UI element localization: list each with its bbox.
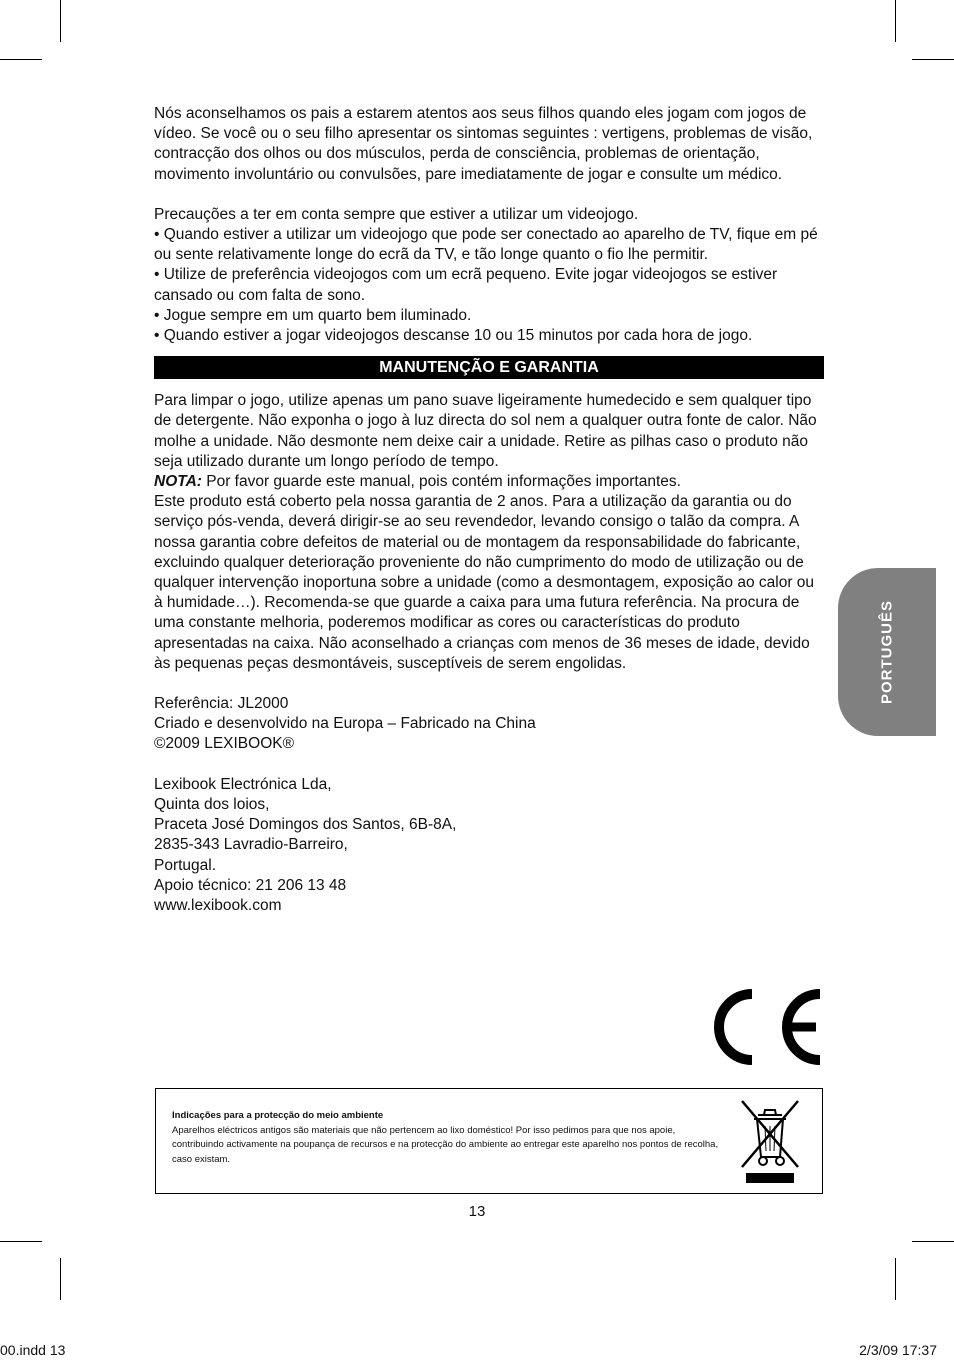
care-paragraph: Para limpar o jogo, utilize apenas um pano suave ligeiramente humedecido e sem qualquer tipo de detergente. Não exponha o jogo à luz directa do sol nem a qualquer outra fonte de calor. Não molhe a unidade. Não desmonte nem deixe cair a unidade. Retire as pilhas caso o produto não seja utilizado durante um longo período de tempo. — [154, 392, 817, 470]
address-line: Portugal. — [154, 856, 217, 874]
environment-notice-text: Aparelhos eléctricos antigos são materiais que não pertencem ao lixo doméstico! Por isso pedimos para que nos apoie, contribuindo activamente na poupança de recursos e na protecção do ambiente ao entregar este aparelho nos pontos de recolha, caso existam. — [172, 1124, 719, 1165]
address-line: 2835-343 Lavradio-Barreiro, — [154, 836, 348, 854]
environment-notice — [172, 1109, 724, 1167]
website-link: www.lexibook.com — [154, 896, 282, 914]
crop-mark — [60, 1258, 61, 1300]
product-origin: Criado e desenvolvido na Europa – Fabricado na China — [154, 715, 536, 733]
bullet-item: • Jogue sempre em um quarto bem iluminado. — [154, 306, 472, 324]
crop-mark — [895, 1258, 896, 1300]
crop-mark — [912, 1241, 954, 1242]
crossed-out-wheelie-bin-icon — [740, 1099, 800, 1185]
precautions-heading: Precauções a ter em conta sempre que estiver a utilizar um videojogo. — [154, 205, 639, 223]
bullet-item: • Quando estiver a utilizar um videojogo que pode ser conectado ao aparelho de TV, fique em pé ou sente relativamente longe do ecrã da TV, e tão longe quanto o fio lhe permitir. — [154, 226, 818, 264]
intro-paragraph: Nós aconselhamos os pais a estarem atentos aos seus filhos quando eles jogam com jogos de vídeo. Se você ou o seu filho apresentar os sintomas seguintes : vertigens, problemas de visão, contracção dos olhos ou dos músculos, perda de consciência, problemas de orientação, movimento involuntário ou convulsões, pare imediatamente de jogar e consulte um médico. — [154, 105, 813, 183]
address-line: Lexibook Electrónica Lda, — [154, 775, 332, 793]
main-content — [154, 104, 824, 916]
language-tab — [838, 568, 936, 736]
bullet-item: • Quando estiver a jogar videojogos descanse 10 ou 15 minutos por cada hora de jogo. — [154, 327, 753, 345]
address-line: Quinta dos loios, — [154, 795, 270, 813]
crop-mark — [895, 0, 896, 42]
product-reference: Referência: JL2000 — [154, 695, 289, 713]
crop-mark — [0, 59, 42, 60]
nota-text: Por favor guarde este manual, pois contém informações importantes. — [201, 473, 681, 491]
support-phone: Apoio técnico: 21 206 13 48 — [154, 876, 347, 894]
copyright: ©2009 LEXIBOOK® — [154, 735, 295, 753]
crop-mark — [0, 1241, 42, 1242]
environment-notice-box — [155, 1088, 823, 1194]
page-number: 13 — [468, 1203, 486, 1220]
section-title: MANUTENÇÃO E GARANTIA — [154, 356, 824, 379]
footer-timestamp: 2/3/09 17:37 — [859, 1342, 937, 1358]
ce-mark-icon — [714, 988, 826, 1066]
address-line: Praceta José Domingos dos Santos, 6B-8A, — [154, 816, 457, 834]
crop-mark — [60, 0, 61, 42]
nota-paragraph — [154, 472, 824, 492]
environment-notice-title: Indicações para a protecção do meio ambiente — [172, 1110, 384, 1121]
nota-label: NOTA: — [154, 473, 202, 491]
footer-file-info: 00.indd 13 — [0, 1342, 66, 1358]
crop-mark — [912, 59, 954, 60]
language-tab-label: PORTUGUÊS — [878, 599, 896, 705]
warranty-paragraph: Este produto está coberto pela nossa garantia de 2 anos. Para a utilização da garantia ou do serviço pós-venda, deverá dirigir-se ao seu revendedor, levando consigo o talão da compra. A nossa garantia cobre defeitos de material ou de montagem da responsabilidade do fabricante, excluindo qualquer deterioração proveniente do não cumprimento do modo de utilização ou de qualquer intervenção inoportuna sobre a unidade (como a desmontagem, exposição ao calor ou à humidade…). Recomenda-se que guarde a caixa para uma futura referência. Na procura de uma constante melhoria, poderemos modificar as cores ou características do produto apresentadas na caixa. Não aconselhado a crianças com menos de 36 meses de idade, devido às pequenas peças desmontáveis, susceptíveis de serem engolidas. — [154, 493, 815, 672]
bullet-item: • Utilize de preferência videojogos com um ecrã pequeno. Evite jogar videojogos se estiver cansado ou com falta de sono. — [154, 266, 778, 304]
